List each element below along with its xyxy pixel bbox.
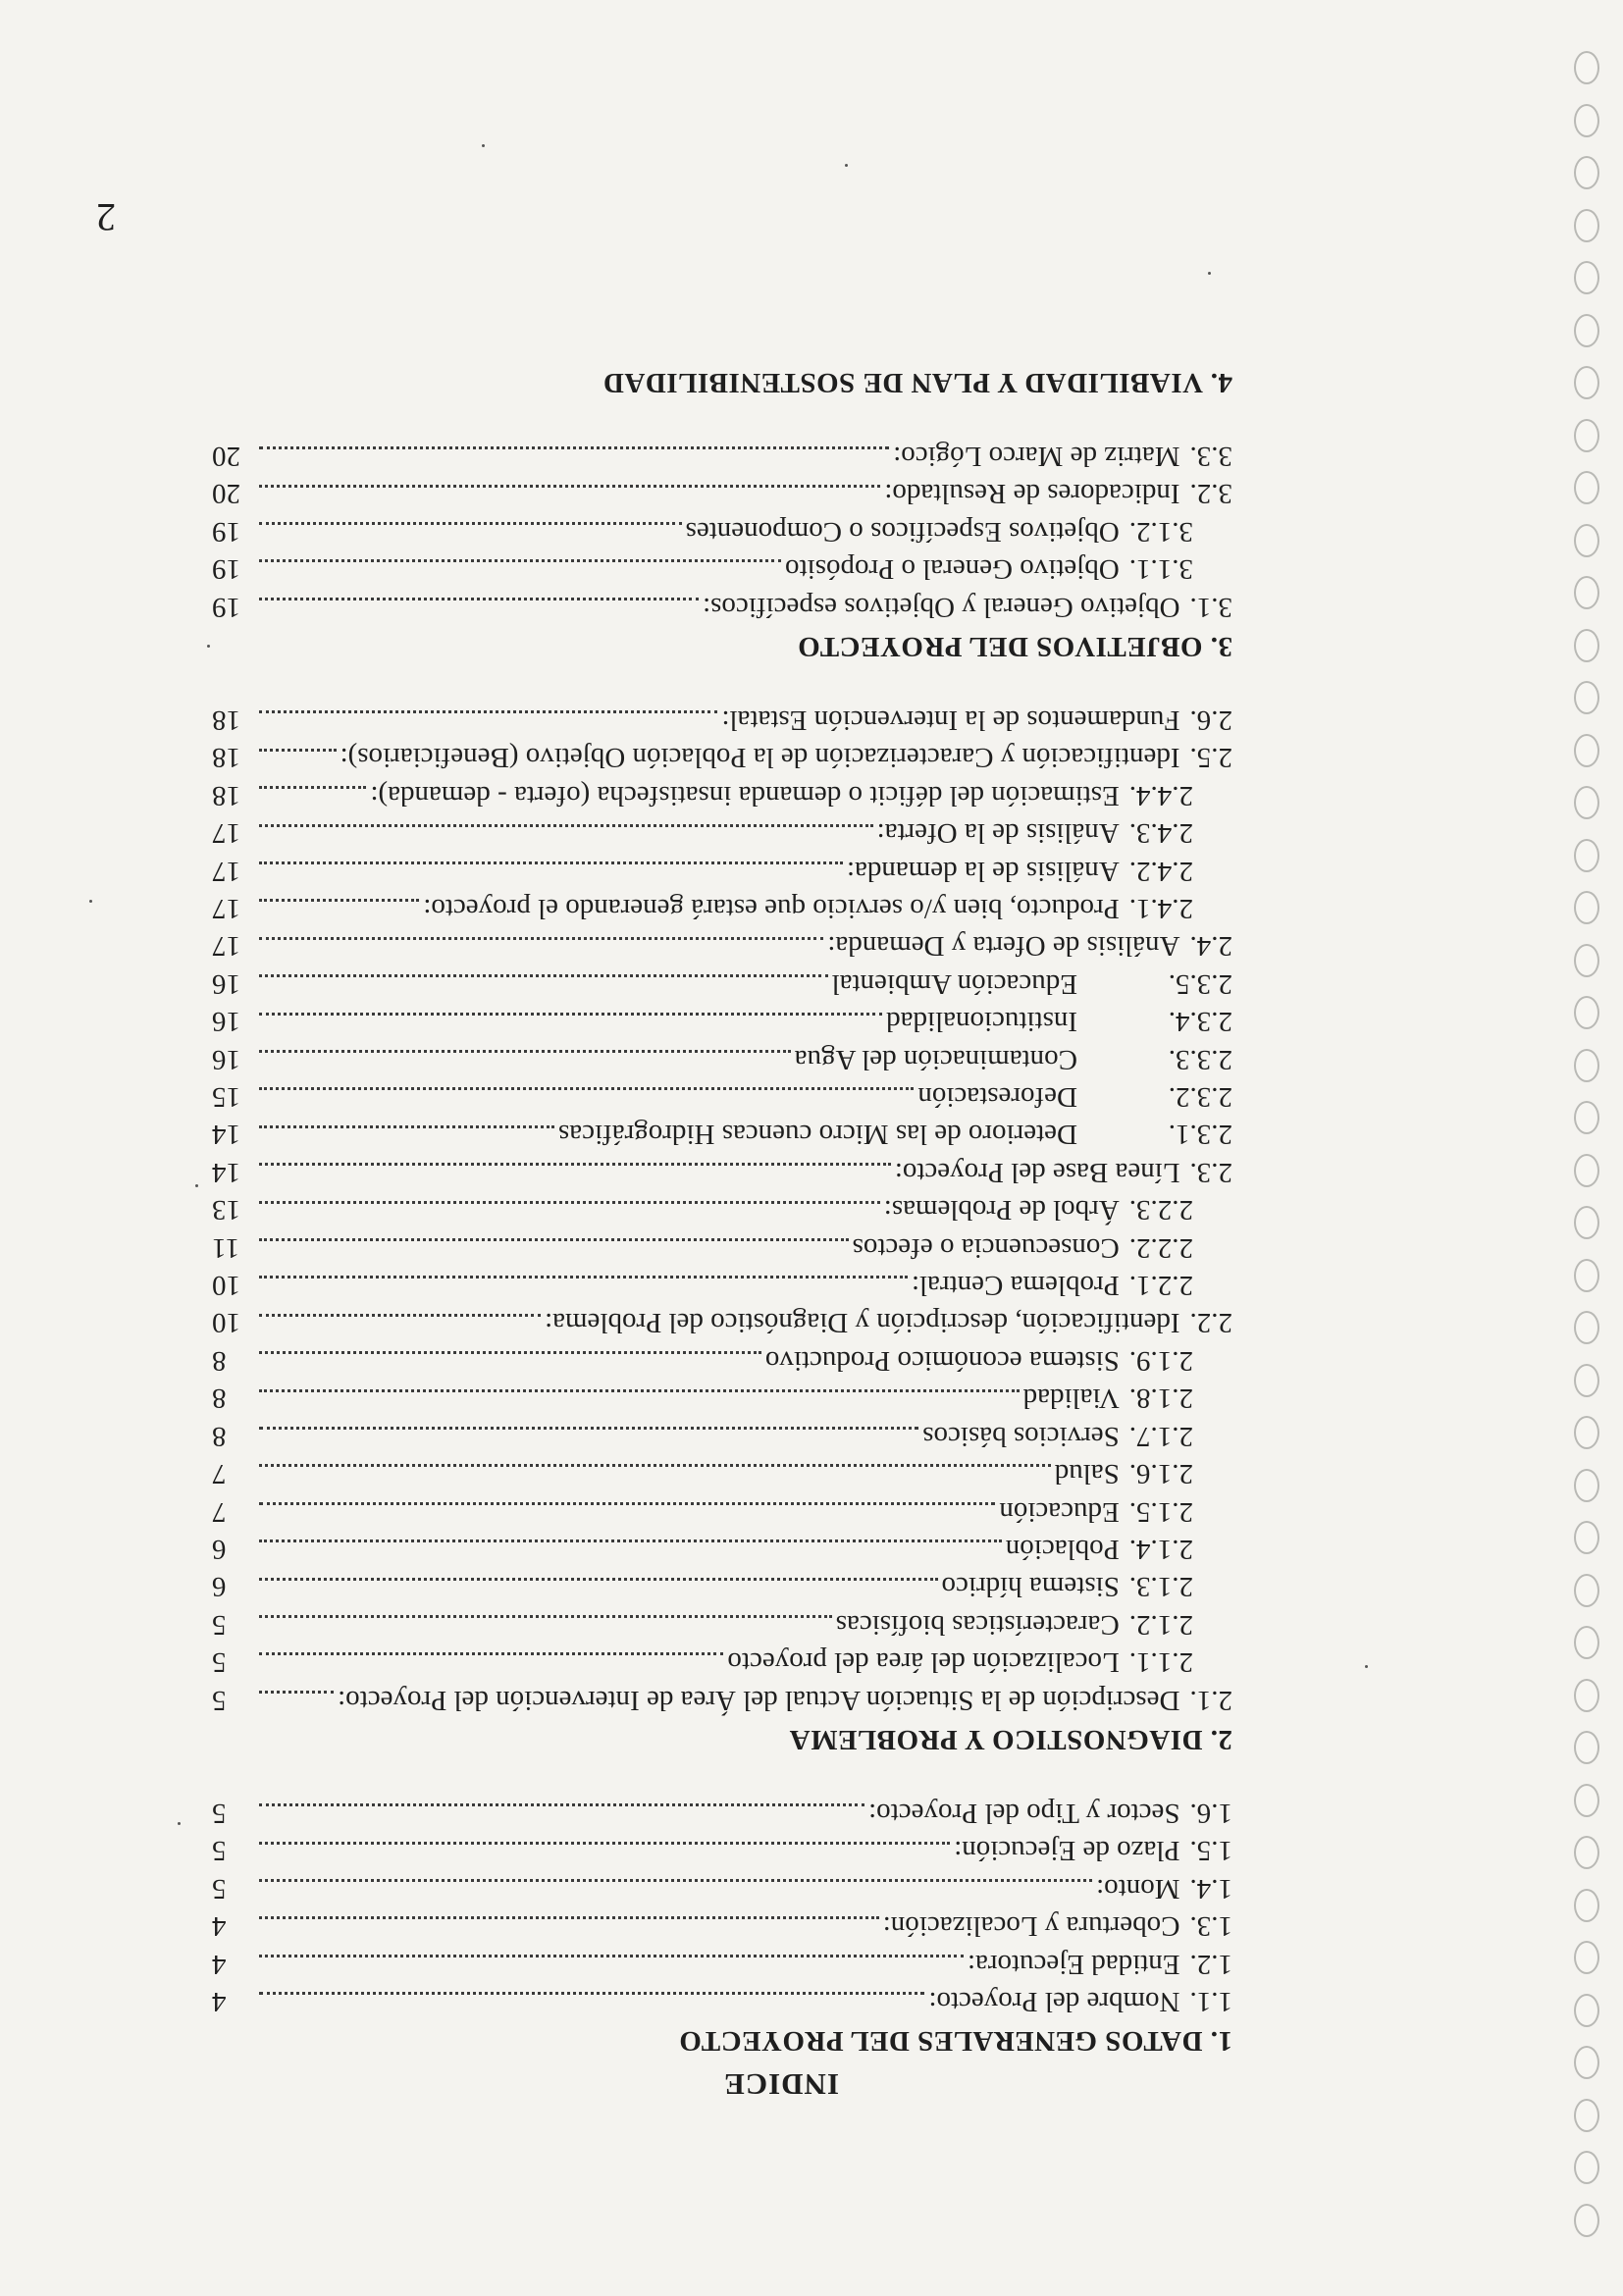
toc-entry-number: 3.2. <box>1189 478 1232 510</box>
toc-entry-number: 2.3.1. <box>1168 1119 1232 1151</box>
toc-entry-number: 1.3. <box>1189 1910 1232 1943</box>
toc-entry-number: 2.2. <box>1189 1307 1232 1339</box>
section-heading: 4. VIABILIDAD Y PLAN DE SOSTENIBILIDAD <box>602 366 1232 398</box>
toc-entry[interactable] <box>212 588 1232 625</box>
toc-title: INDICE <box>723 2067 839 2102</box>
toc-entry-label: Deforestación <box>917 1081 1077 1114</box>
binding-hole <box>1574 2047 1599 2080</box>
dot-leader <box>259 1842 950 1845</box>
toc-entry[interactable] <box>212 1869 1232 1906</box>
toc-entry-page: 18 <box>212 742 240 774</box>
toc-entry-page: 4 <box>212 1948 227 1980</box>
toc-entry-label: Análisis de la Oferta: <box>876 817 1120 850</box>
toc-entry-page: 5 <box>212 1872 227 1905</box>
toc-entry-page: 5 <box>212 1835 227 1867</box>
toc-entry-label: Contaminación del Agua <box>794 1043 1077 1075</box>
toc-entry-label: Problema Central: <box>911 1270 1120 1302</box>
toc-entry[interactable] <box>212 1832 1232 1869</box>
toc-entry[interactable] <box>212 1116 1232 1153</box>
dot-leader <box>259 824 873 827</box>
toc-entry-page: 14 <box>212 1156 240 1188</box>
section-gap <box>212 662 1232 702</box>
toc-entry-number: 2.1.2. <box>1128 1608 1193 1641</box>
toc-entry[interactable] <box>212 1644 1232 1681</box>
toc-entry-label: Análisis de Oferta y Demanda: <box>827 930 1180 963</box>
dot-leader <box>259 749 337 752</box>
section-heading: 3. OBJETIVOS DEL PROYECTO <box>797 630 1232 662</box>
toc-entry[interactable] <box>212 1492 1232 1530</box>
toc-entry-number: 1.5. <box>1189 1835 1232 1867</box>
toc-entry[interactable] <box>212 814 1232 852</box>
toc-entry-number: 2.1.7. <box>1128 1420 1193 1452</box>
toc-entry-number: 3.1.2. <box>1128 515 1193 548</box>
toc-entry-label: Nombre del Proyecto: <box>928 1986 1180 2017</box>
toc-entry[interactable] <box>212 1907 1232 1945</box>
binding-hole <box>1574 2099 1599 2132</box>
dot-leader <box>259 899 419 902</box>
toc-entry[interactable] <box>212 1153 1232 1190</box>
binding-hole <box>1574 1889 1599 1922</box>
binding-hole <box>1574 262 1599 295</box>
binding-hole <box>1574 1732 1599 1765</box>
toc-entry-page: 14 <box>212 1119 240 1151</box>
toc-entry-page: 17 <box>212 893 240 925</box>
toc-entry-number: 3.1. <box>1189 591 1232 623</box>
toc-entry-number: 2.4.3. <box>1128 817 1193 850</box>
binding-hole <box>1574 1679 1599 1712</box>
dot-leader <box>259 861 843 864</box>
binding-hole <box>1574 577 1599 610</box>
dot-leader <box>259 1276 908 1278</box>
toc-entry-label: Línea Base del Proyecto: <box>894 1156 1180 1188</box>
toc-entry[interactable] <box>212 1342 1232 1380</box>
toc-entry[interactable] <box>212 1267 1232 1304</box>
toc-entry[interactable] <box>212 890 1232 927</box>
binding-hole <box>1574 1627 1599 1660</box>
toc-entry-page: 17 <box>212 930 240 963</box>
binding-hole <box>1574 1417 1599 1450</box>
toc-entry-label: Plazo de Ejecución: <box>954 1835 1180 1867</box>
binding-hole <box>1574 209 1599 242</box>
toc-entry-page: 17 <box>212 855 240 887</box>
toc-entry-page: 5 <box>212 1797 227 1829</box>
toc-entry-page: 18 <box>212 704 240 736</box>
dot-leader <box>259 446 889 449</box>
section-heading: 2. DIAGNOSTICO Y PROBLEMA <box>789 1723 1232 1755</box>
toc-entry-label: Identificación, descripción y Diagnóstico del Problema: <box>545 1307 1180 1339</box>
toc-entry-number: 2.1.9. <box>1128 1344 1193 1377</box>
dot-leader <box>259 1163 891 1166</box>
toc-entry-page: 6 <box>212 1571 227 1603</box>
toc-entry-label: Matriz de Marco Lógico: <box>893 440 1180 472</box>
toc-entry-number: 1.4. <box>1189 1872 1232 1905</box>
binding-hole <box>1574 1942 1599 1975</box>
toc-entry-number: 2.4.1. <box>1128 893 1193 925</box>
toc-entry-number: 2.1. <box>1189 1684 1232 1716</box>
toc-entry[interactable] <box>212 1191 1232 1228</box>
toc-entry-label: Educación <box>999 1495 1120 1528</box>
binding-hole <box>1574 472 1599 505</box>
toc-entry-page: 10 <box>212 1307 240 1339</box>
toc-entry-label: Consecuencia o efectos <box>852 1231 1120 1264</box>
dot-leader <box>259 522 682 525</box>
dot-leader <box>259 1389 1020 1392</box>
toc-entry-page: 8 <box>212 1383 227 1415</box>
toc-entry[interactable] <box>212 1795 1232 1832</box>
toc-entry-label: Institucionalidad <box>886 1006 1077 1038</box>
binding-hole <box>1574 2152 1599 2185</box>
dot-leader <box>259 1652 723 1655</box>
scan-speck <box>207 645 210 648</box>
binding-hole <box>1574 52 1599 85</box>
dot-leader <box>259 1955 964 1957</box>
toc-entry-number: 2.6. <box>1189 704 1232 736</box>
binding-hole <box>1574 892 1599 925</box>
binding-hole <box>1574 1574 1599 1607</box>
binding-hole <box>1574 1207 1599 1240</box>
dot-leader <box>259 786 366 789</box>
section-gap <box>212 398 1232 438</box>
toc-entry-page: 19 <box>212 591 240 623</box>
scan-speck <box>1365 1665 1368 1668</box>
toc-entry[interactable] <box>212 702 1232 739</box>
binding-hole <box>1574 997 1599 1030</box>
toc-entry-label: Sistema económico Productivo <box>764 1344 1120 1377</box>
toc-entry-number: 2.3.2. <box>1168 1081 1232 1114</box>
toc-entry-page: 19 <box>212 515 240 548</box>
toc-section <box>212 702 1232 1755</box>
binding-hole <box>1574 1312 1599 1345</box>
toc-entry-number: 2.1.5. <box>1128 1495 1193 1528</box>
toc-entry[interactable] <box>212 512 1232 549</box>
toc-entry-number: 2.4. <box>1189 930 1232 963</box>
toc-entry-page: 18 <box>212 779 240 811</box>
toc-entry-page: 15 <box>212 1081 240 1114</box>
toc-entry-label: Vialidad <box>1022 1383 1120 1415</box>
toc-entry-page: 5 <box>212 1684 227 1716</box>
toc-entry-page: 16 <box>212 1043 240 1075</box>
dot-leader <box>259 1050 791 1053</box>
scan-speck <box>482 144 485 147</box>
toc-entry-label: Estimación del déficit o demanda insatisfecha (oferta - demanda): <box>370 779 1120 811</box>
dot-leader <box>259 1314 541 1317</box>
scan-speck <box>195 1184 198 1187</box>
toc-entry-label: Deterioro de las Micro cuencas Hidrográficas <box>557 1119 1077 1151</box>
binding-hole <box>1574 2204 1599 2237</box>
toc-entry-number: 2.5. <box>1189 742 1232 774</box>
binding-hole <box>1574 419 1599 452</box>
toc-entry-page: 19 <box>212 553 240 586</box>
dot-leader <box>259 1539 1002 1542</box>
binding-hole <box>1574 367 1599 400</box>
toc-entry-number: 2.3.3. <box>1168 1043 1232 1075</box>
toc-entry-label: Análisis de la demanda: <box>846 855 1120 887</box>
toc-entry-label: Fundamentos de la Intervención Estatal: <box>721 704 1180 736</box>
binding-hole <box>1574 1049 1599 1082</box>
dot-leader <box>259 598 699 600</box>
toc-entry[interactable] <box>212 739 1232 776</box>
binding-hole <box>1574 104 1599 137</box>
scan-speck <box>89 900 92 903</box>
toc-entry[interactable] <box>212 1983 1232 2020</box>
toc-section <box>212 438 1232 662</box>
toc-entry-number: 2.1.1. <box>1128 1646 1193 1679</box>
toc-entry-label: Descripción de la Situación Actual del Área de Intervención del Proyecto: <box>338 1684 1180 1716</box>
toc-entry[interactable] <box>212 927 1232 965</box>
toc-entry[interactable] <box>212 1605 1232 1643</box>
toc-entry-page: 16 <box>212 1006 240 1038</box>
binding-holes <box>1568 39 1607 2237</box>
dot-leader <box>259 1087 914 1090</box>
binding-hole <box>1574 629 1599 662</box>
dot-leader <box>259 937 823 940</box>
binding-hole <box>1574 1784 1599 1817</box>
toc-entry-number: 1.2. <box>1189 1948 1232 1980</box>
binding-hole <box>1574 314 1599 347</box>
toc-entry-label: Producto, bien y/o servicio que estará generando el proyecto: <box>423 893 1120 925</box>
toc-entry-page: 11 <box>212 1231 239 1264</box>
toc-entry-page: 20 <box>212 478 240 510</box>
toc-entry-page: 5 <box>212 1608 227 1641</box>
dot-leader <box>259 1691 334 1694</box>
dot-leader <box>259 1502 995 1505</box>
toc-entry-number: 2.4.4. <box>1128 779 1193 811</box>
dot-leader <box>259 1992 924 1995</box>
toc-entry-number: 2.3. <box>1189 1156 1232 1188</box>
toc-entry-page: 6 <box>212 1533 227 1565</box>
toc-entry-page: 4 <box>212 1910 227 1943</box>
toc-entry[interactable] <box>212 776 1232 813</box>
toc-entry-number: 2.3.4. <box>1168 1006 1232 1038</box>
page-number: 2 <box>96 195 116 239</box>
toc-entry-label: Objetivo General y Objetivos específicos: <box>703 591 1180 623</box>
scan-speck <box>1208 272 1211 275</box>
toc-entry-number: 2.1.4. <box>1128 1533 1193 1565</box>
toc-entry[interactable] <box>212 1003 1232 1040</box>
dot-leader <box>259 1803 864 1806</box>
toc-entry-number: 3.3. <box>1189 440 1232 472</box>
toc-entry-page: 4 <box>212 1986 227 2017</box>
toc-entry-label: Salud <box>1054 1458 1120 1490</box>
toc-section <box>212 1795 1232 2057</box>
dot-leader <box>259 559 781 562</box>
toc-entry-number: 2.2.2. <box>1128 1231 1193 1264</box>
binding-hole <box>1574 1994 1599 2027</box>
toc-entry[interactable] <box>212 1304 1232 1341</box>
section-heading: 1. DATOS GENERALES DEL PROYECTO <box>678 2025 1232 2057</box>
dot-leader <box>259 1879 1092 1882</box>
dot-leader <box>259 1238 849 1241</box>
toc-entry[interactable] <box>212 1455 1232 1492</box>
toc-entry-number: 2.3.5. <box>1168 967 1232 1000</box>
toc-entry-page: 16 <box>212 967 240 1000</box>
toc-entry[interactable] <box>212 1945 1232 1982</box>
toc-entry-number: 2.4.2. <box>1128 855 1193 887</box>
toc-entry-page: 8 <box>212 1344 227 1377</box>
binding-hole <box>1574 1469 1599 1502</box>
toc-entry-page: 5 <box>212 1646 227 1679</box>
toc-entry-number: 2.2.1. <box>1128 1270 1193 1302</box>
binding-hole <box>1574 787 1599 820</box>
binding-hole <box>1574 524 1599 557</box>
dot-leader <box>259 974 828 977</box>
toc-entry[interactable] <box>212 1040 1232 1077</box>
toc-entry[interactable] <box>212 1380 1232 1417</box>
toc-entry[interactable] <box>212 1228 1232 1266</box>
toc-entry[interactable] <box>212 1568 1232 1605</box>
binding-hole <box>1574 682 1599 715</box>
dot-leader <box>259 1351 761 1354</box>
toc-entry-label: Sistema hídrico <box>941 1571 1120 1603</box>
toc-entry-label: Identificación y Caracterización de la Población Objetivo (Beneficiarios): <box>340 742 1180 774</box>
binding-hole <box>1574 839 1599 872</box>
toc-entry-number: 3.1.1. <box>1128 553 1193 586</box>
dot-leader <box>259 1464 1051 1467</box>
toc-section <box>212 366 1232 398</box>
toc-entry-label: Sector y Tipo del Proyecto: <box>868 1797 1180 1829</box>
binding-hole <box>1574 1364 1599 1397</box>
toc-entry-number: 2.1.8. <box>1128 1383 1193 1415</box>
toc-entry-label: Población <box>1005 1533 1120 1565</box>
dot-leader <box>259 1013 882 1016</box>
binding-hole <box>1574 1522 1599 1555</box>
binding-hole <box>1574 944 1599 977</box>
toc-entry[interactable] <box>212 965 1232 1002</box>
toc-entry-page: 20 <box>212 440 240 472</box>
dot-leader <box>259 1578 938 1581</box>
dot-leader <box>259 1427 918 1430</box>
dot-leader <box>259 710 717 713</box>
toc-entry-page: 8 <box>212 1420 227 1452</box>
toc-entry[interactable] <box>212 1531 1232 1568</box>
dot-leader <box>259 1125 554 1128</box>
toc-entry-page: 10 <box>212 1270 240 1302</box>
toc-entry-page: 7 <box>212 1495 227 1528</box>
toc-entry-label: Servicios básicos <box>922 1420 1120 1452</box>
toc-entry-label: Entidad Ejecutora: <box>967 1948 1180 1980</box>
binding-hole <box>1574 1837 1599 1870</box>
toc-entry[interactable] <box>212 1078 1232 1116</box>
binding-hole <box>1574 157 1599 190</box>
toc-entry[interactable] <box>212 550 1232 588</box>
toc-entry-label: Características biofísicas <box>835 1608 1120 1641</box>
toc-entry-page: 17 <box>212 817 240 850</box>
toc-entry-label: Objetivo General o Propósito <box>785 553 1120 586</box>
toc-entry-label: Objetivos Específicos o Componentes <box>685 515 1120 548</box>
toc-sections <box>212 366 1232 2057</box>
toc-entry-label: Árbol de Problemas: <box>883 1194 1120 1226</box>
dot-leader <box>259 1615 832 1618</box>
toc-entry[interactable] <box>212 1417 1232 1454</box>
toc-entry-number: 1.6. <box>1189 1797 1232 1829</box>
toc-entry-label: Localización del área del proyecto <box>727 1646 1120 1679</box>
scan-speck <box>178 1822 181 1825</box>
toc-entry-page: 7 <box>212 1458 227 1490</box>
toc-entry-page: 13 <box>212 1194 240 1226</box>
toc-entry[interactable] <box>212 438 1232 475</box>
toc-entry-label: Indicadores de Resultado: <box>884 478 1180 510</box>
scan-speck <box>845 164 848 167</box>
toc-entry-number: 2.1.6. <box>1128 1458 1193 1490</box>
dot-leader <box>259 1201 880 1204</box>
dot-leader <box>259 1916 879 1919</box>
binding-hole <box>1574 1259 1599 1292</box>
section-gap <box>212 1755 1232 1795</box>
toc-entry[interactable] <box>212 475 1232 512</box>
toc-entry-label: Educación Ambiental <box>831 967 1077 1000</box>
toc-entry-number: 1.1. <box>1189 1986 1232 2017</box>
binding-hole <box>1574 1102 1599 1135</box>
toc-entry-number: 2.1.3. <box>1128 1571 1193 1603</box>
dot-leader <box>259 485 880 488</box>
binding-hole <box>1574 1154 1599 1187</box>
toc-entry[interactable] <box>212 1681 1232 1718</box>
table-of-contents <box>212 362 1232 2102</box>
binding-hole <box>1574 734 1599 767</box>
toc-entry[interactable] <box>212 852 1232 889</box>
toc-entry-label: Cobertura y Localización: <box>882 1910 1180 1943</box>
toc-entry-number: 2.2.3. <box>1128 1194 1193 1226</box>
toc-entry-label: Monto: <box>1096 1872 1180 1905</box>
